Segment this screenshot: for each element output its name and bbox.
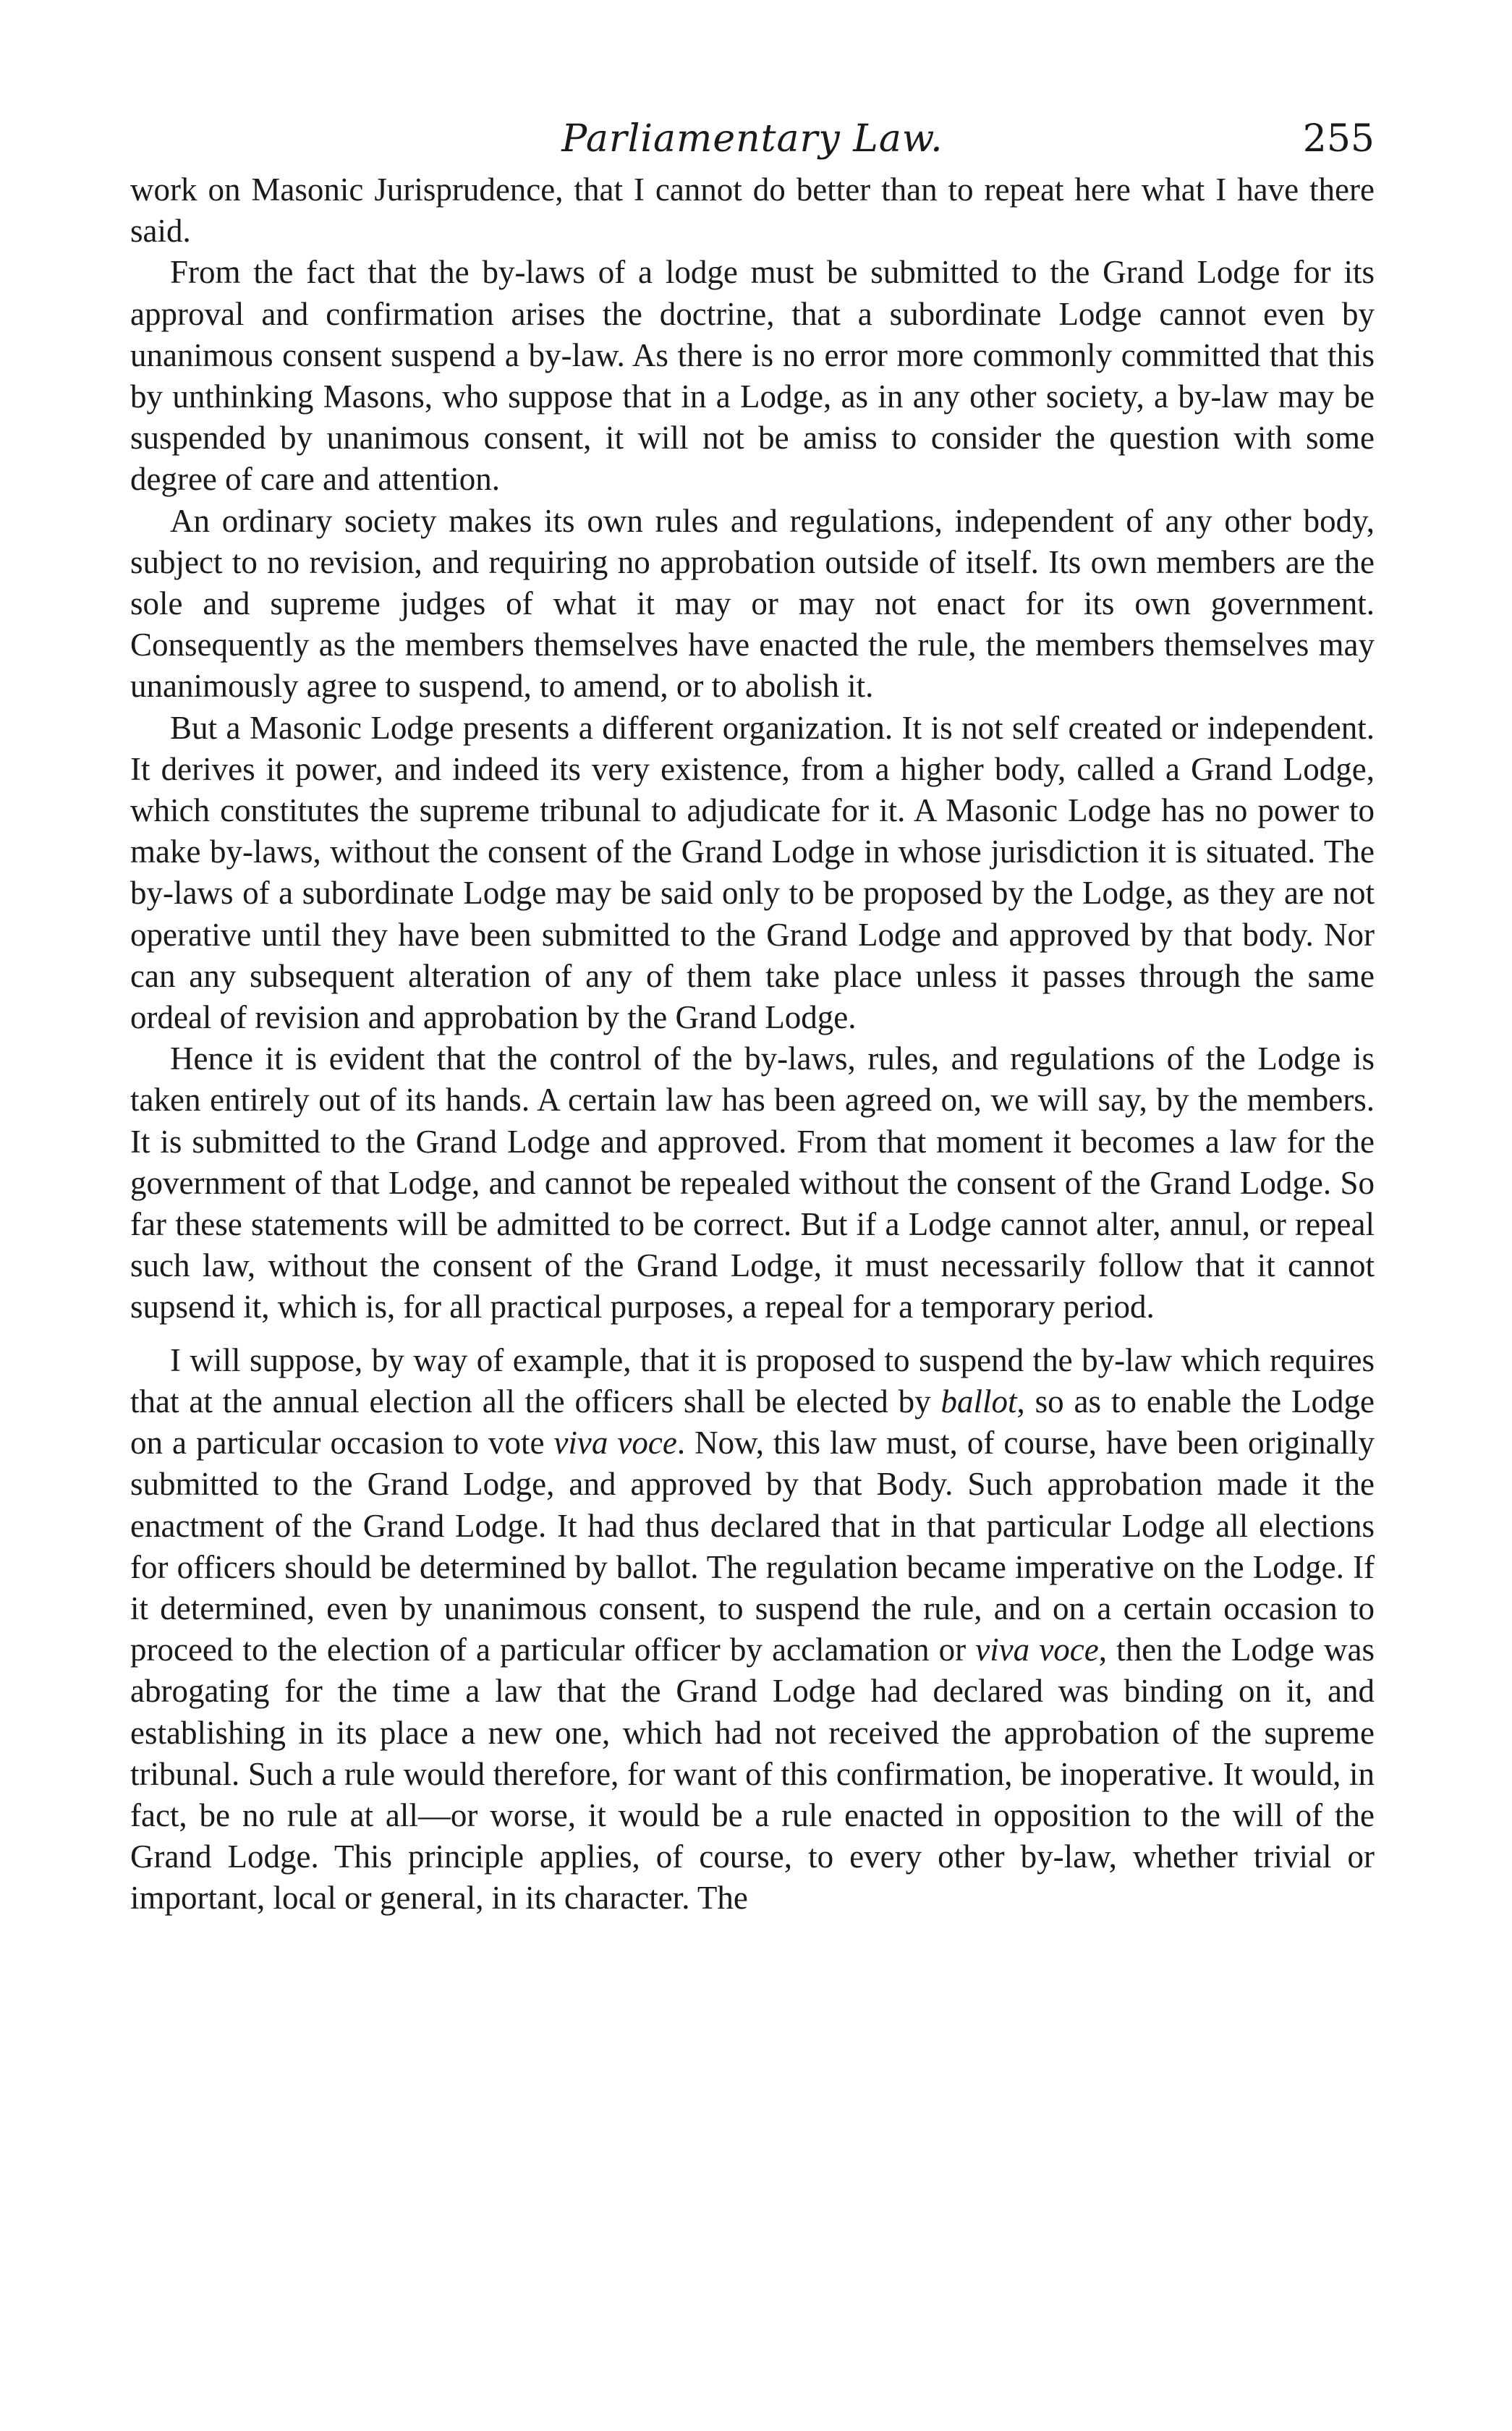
running-title: Parliamentary Law. — [561, 117, 943, 161]
paragraph-6 — [130, 1340, 1375, 1919]
italic-ballot: ballot — [940, 1383, 1017, 1420]
paragraph-5: Hence it is evident that the control of the by-laws, rules, and regulations of the Lodge is taken entirely out of its hands. A certain law has been agreed on, we will say, by the members. It is submitted to the Grand Lodge and approved. From that moment it becomes a law for the government of that Lodge, and cannot be repealed without the consent of the Grand Lodge. So far these statements will be admitted to be correct. But if a Lodge cannot alter, annul, or repeal such law, without the consent of the Grand Lodge, it must necessarily follow that it cannot supsend it, which is, for all practical purposes, a repeal for a temporary period. — [130, 1040, 1375, 1325]
paragraph-6-part-3: . Now, this law must, of course, have been originally submitted to the Grand Lodge, and approved by that Body. Such approbation made it the enactment of the Grand Lodge. It had thus declared that in that particular Lodge all elections for officers should be determined by ballot. The regulation became imperative on the Lodge. If it determined, even by unanimous consent, to suspend the rule, and on a certain occasion to proceed to the election of a particular officer by acclamation or — [130, 1425, 1375, 1668]
page-number: 255 — [1302, 117, 1375, 161]
paragraph-2: From the fact that the by-laws of a lodge must be submitted to the Grand Lodge for its approval and confirmation arises the doctrine, that a subordinate Lodge cannot even by unanimous consent suspend a by-law. As there is no error more commonly committed that this by unthinking Masons, who suppose that in a Lodge, as in any other society, a by-law may be suspended by unanimous consent, it will not be amiss to consider the question with some degree of care and attention. — [130, 254, 1375, 498]
italic-viva-voce-1: viva voce — [553, 1425, 677, 1461]
paragraph-3: An ordinary society makes its own rules and regulations, independent of any other body, subject to no revision, and requiring no approbation outside of itself. Its own members are the sole and supreme judges of what it may or may not enact for its own government. Consequently as the members themselves have enacted the rule, the members themselves may unanimously agree to suspend, to amend, or to abolish it. — [130, 502, 1375, 705]
paragraph-6-part-4: , then the Lodge was abrogating for the time a law that the Grand Lodge had declared was binding on it, and establishing in its place a new one, which had not received the approbation of the supreme tribunal. Such a rule would therefore, for want of this confirmation, be inoperative. It would, in fact, be no rule at all—or worse, it would be a rule enacted in opposition to the will of the Grand Lodge. This principle applies, of course, to every other by-law, whether trivial or important, local or general, in its character. The — [130, 1632, 1375, 1917]
italic-viva-voce-2: viva voce — [975, 1632, 1099, 1668]
paragraph-1: work on Masonic Jurisprudence, that I cannot do better than to repeat here what I have there said. — [130, 171, 1375, 250]
paragraph-6-part-2: , so as to enable the Lodge on a particular occasion to vote — [130, 1383, 1375, 1461]
book-page — [130, 116, 1375, 1919]
body-text — [130, 169, 1375, 1919]
paragraph-6-part-1: I will suppose, by way of example, that it is proposed to suspend the by-law which requires that at the annual election all the officers shall be elected by — [130, 1341, 1375, 1420]
page-header — [130, 116, 1375, 169]
paragraph-4: But a Masonic Lodge presents a different organization. It is not self created or independent. It derives it power, and indeed its very existence, from a higher body, called a Grand Lodge, which constitutes the supreme tribunal to adjudicate for it. A Masonic Lodge has no power to make by-laws, without the consent of the Grand Lodge in whose jurisdiction it is situated. The by-laws of a subordinate Lodge may be said only to be proposed by the Lodge, as they are not operative until they have been submitted to the Grand Lodge and approved by that body. Nor can any subsequent alteration of any of them take place unless it passes through the same ordeal of revision and approbation by the Grand Lodge. — [130, 709, 1375, 1036]
